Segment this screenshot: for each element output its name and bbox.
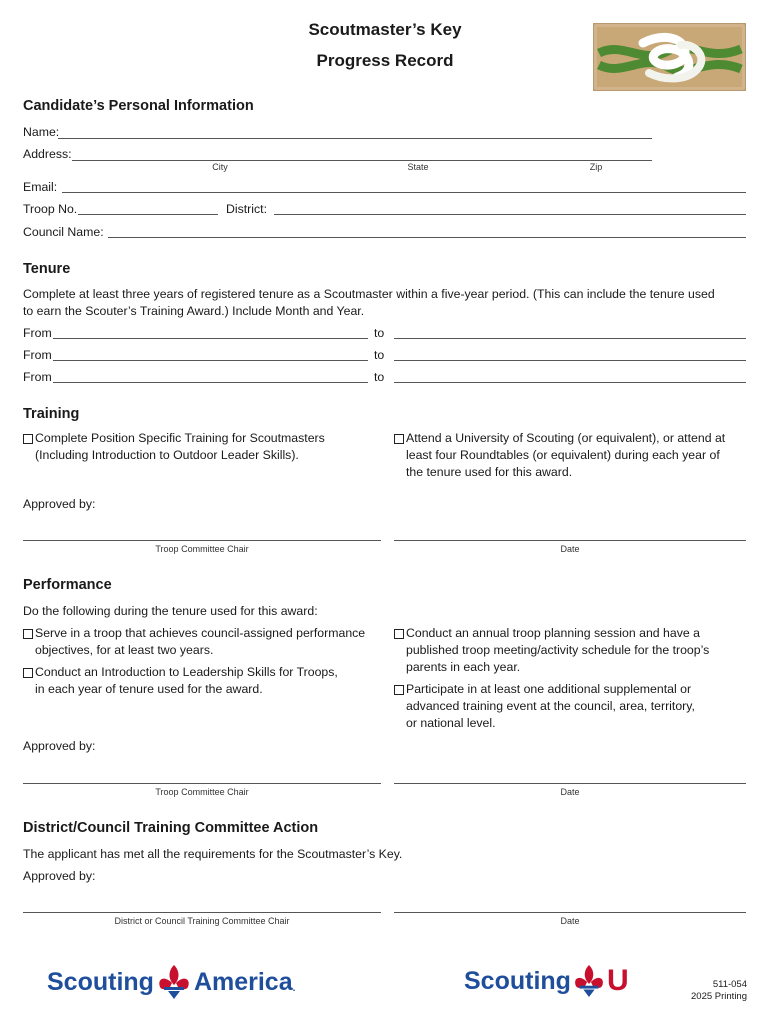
email-label: Email: [23,180,58,194]
logo2-left-text: Scouting [464,966,571,995]
checkbox[interactable] [394,685,404,695]
training-heading: Training [23,406,80,422]
logo1-tm: . [292,983,296,994]
tenure-to-label-3: to [374,370,385,384]
tenure-instructions-line2: to earn the Scouter’s Training Award.) Include Month and Year. [23,304,365,318]
performance-item-planning[interactable] [394,625,758,676]
committee-statement: The applicant has met all the requirements for the Scoutmaster’s Key. [23,847,403,861]
tenure-instructions-line1: Complete at least three years of registered tenure as a Scoutmaster within a five-year period. (This can include the tenure used [23,287,715,301]
troop-label: Troop No. [23,202,78,216]
checkbox[interactable] [394,434,404,444]
tenure-heading: Tenure [23,261,71,277]
scouting-america-logo [47,962,295,1002]
tenure-from-label-2: From [23,348,52,362]
checkbox[interactable] [23,668,33,678]
performance-item4-line3: or national level. [406,716,496,730]
fleur-de-lis-icon [156,963,192,1001]
committee-approved-by: Approved by: [23,869,96,883]
performance-item1-line1: Serve in a troop that achieves council-assigned performance [35,626,366,640]
performance-sig-caption: Troop Committee Chair [155,787,249,797]
training-item2-line3: the tenure used for this award. [406,465,573,479]
committee-sig-caption: District or Council Training Committee Chair [114,916,290,926]
personal-heading: Candidate’s Personal Information [23,98,254,114]
training-item1-line2: (Including Introduction to Outdoor Leader Skills). [35,448,299,462]
tenure-from-label-3: From [23,370,52,384]
training-item1-line1: Complete Position Specific Training for Scoutmasters [35,431,325,445]
logo2-right-text: U [606,964,629,997]
training-item-position-specific[interactable] [23,430,395,464]
tenure-to-field-2[interactable] [394,360,746,361]
tenure-to-label-1: to [374,326,385,340]
performance-item2-line1: Conduct an Introduction to Leadership Skills for Troops, [35,665,338,679]
performance-item3-line2: published troop meeting/activity schedule for the troop’s [406,643,710,657]
performance-item3-line1: Conduct an annual troop planning session and have a [406,626,700,640]
performance-item-ils[interactable] [23,664,395,698]
checkbox[interactable] [23,434,33,444]
scouting-u-logo [464,960,629,1002]
council-label: Council Name: [23,225,104,239]
tenure-to-field-1[interactable] [394,338,746,339]
committee-signature-field[interactable] [23,912,381,913]
committee-date-field[interactable] [394,912,746,913]
square-knot-emblem [593,23,746,91]
performance-intro: Do the following during the tenure used for this award: [23,604,318,618]
name-label: Name: [23,125,60,139]
performance-date-field[interactable] [394,783,746,784]
city-caption: City [212,162,228,172]
address-field[interactable] [72,160,652,161]
training-approved-by: Approved by: [23,497,96,511]
training-date-field[interactable] [394,540,746,541]
performance-signature-field[interactable] [23,783,381,784]
council-field[interactable] [108,237,746,238]
performance-date-caption: Date [560,787,580,797]
performance-item-training-event[interactable] [394,681,758,732]
performance-item-serve[interactable] [23,625,395,659]
training-item-university[interactable] [394,430,758,481]
training-signature-field[interactable] [23,540,381,541]
checkbox[interactable] [23,629,33,639]
printing-date: 2025 Printing [691,991,747,1002]
performance-item2-line2: in each year of tenure used for the award. [35,682,263,696]
troop-field[interactable] [78,214,218,215]
performance-item4-line1: Participate in at least one additional supplemental or [406,682,692,696]
tenure-to-label-2: to [374,348,385,362]
state-caption: State [407,162,429,172]
training-item2-line1: Attend a University of Scouting (or equivalent), or attend at [406,431,726,445]
committee-date-caption: Date [560,916,580,926]
address-label: Address: [23,147,72,161]
performance-item1-line2: objectives, for at least two years. [35,643,214,657]
performance-approved-by: Approved by: [23,739,96,753]
training-item2-line2: least four Roundtables (or equivalent) during each year of [406,448,720,462]
zip-caption: Zip [589,162,603,172]
tenure-from-field-2[interactable] [53,360,368,361]
district-field[interactable] [274,214,746,215]
page-subtitle: Progress Record [316,51,454,70]
email-field[interactable] [62,192,746,193]
tenure-to-field-3[interactable] [394,382,746,383]
performance-heading: Performance [23,577,112,593]
tenure-from-field-1[interactable] [53,338,368,339]
committee-heading: District/Council Training Committee Action [23,820,319,836]
district-label: District: [226,202,267,216]
training-sig-caption: Troop Committee Chair [155,544,249,554]
form-info [691,979,747,1003]
performance-item4-line2: advanced training event at the council, area, territory, [406,699,695,713]
tenure-from-field-3[interactable] [53,382,368,383]
training-date-caption: Date [560,544,580,554]
tenure-instructions [23,286,753,320]
logo1-left-text: Scouting [47,967,154,996]
form-number: 511-054 [712,979,747,990]
fleur-de-lis-icon [572,962,606,1000]
checkbox[interactable] [394,629,404,639]
name-field[interactable] [58,138,652,139]
logo1-right-text: America [193,967,293,996]
performance-item3-line3: parents in each year. [406,660,521,674]
page-title: Scoutmaster’s Key [308,20,462,39]
tenure-from-label-1: From [23,326,52,340]
